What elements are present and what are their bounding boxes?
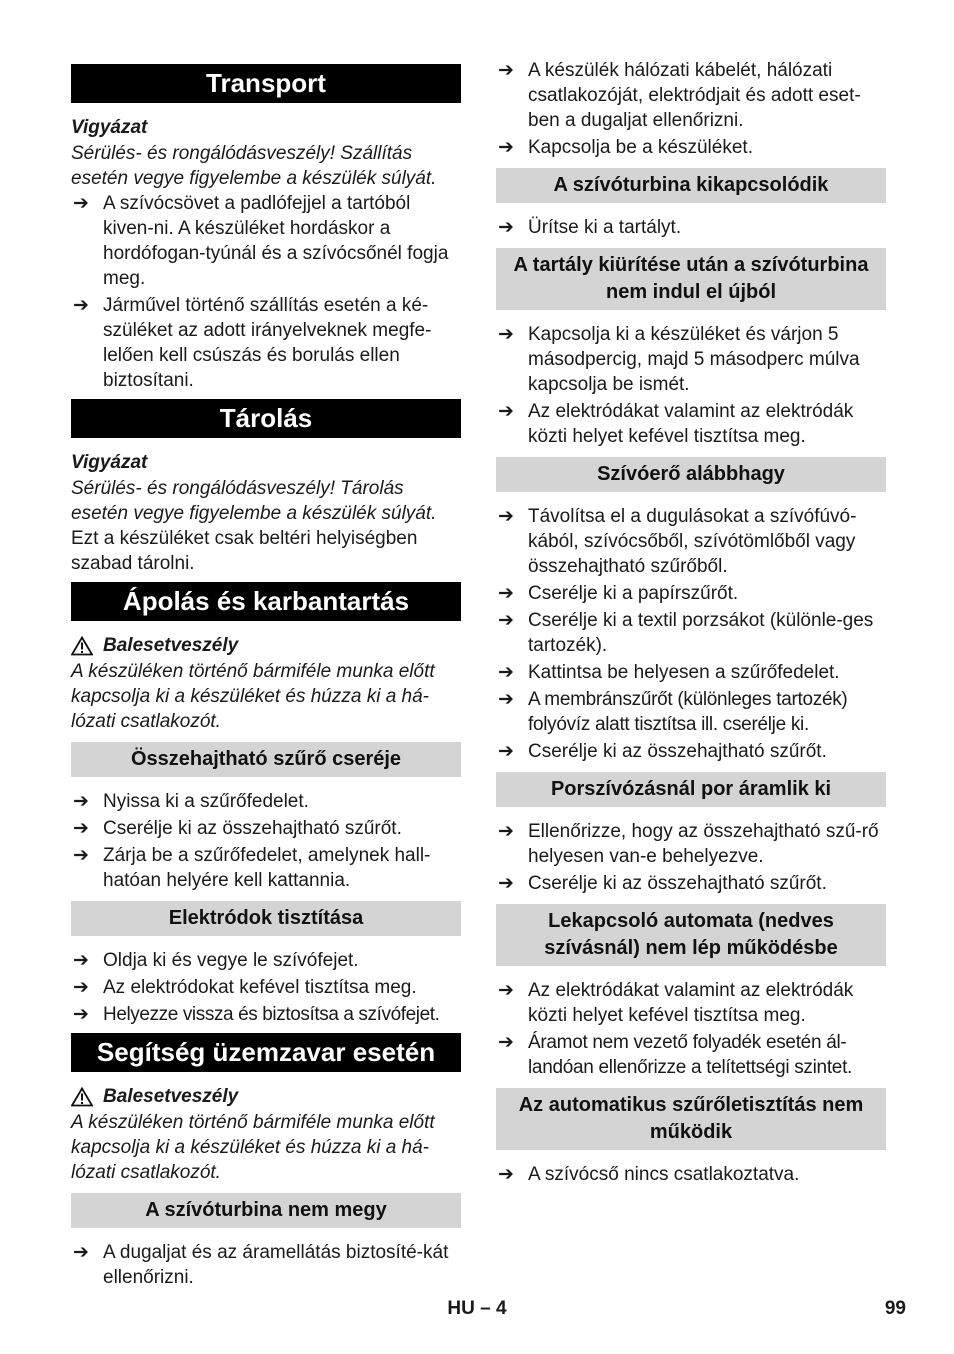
danger-label: Balesetveszély	[71, 633, 461, 659]
list-item: ➔ Kapcsolja be a készüléket.	[498, 137, 753, 158]
storage-text: Ezt a készüléket csak beltéri helyiségben szabad tárolni.	[71, 528, 418, 574]
turbine-list	[71, 1240, 461, 1290]
danger-text: A készüléken történő bármiféle munka előtt kapcsolja ki a készüléket és húzza ki a há-lózati csatlakozót.	[71, 1112, 435, 1183]
section-list	[496, 978, 886, 1080]
heading-turbine-fails: A szívóturbina nem megy	[71, 1193, 461, 1228]
arrow-right-icon: ➔	[498, 217, 514, 238]
heading-turbine-no-restart: A tartály kiürítése után a szívóturbina nem indul el újból	[496, 248, 886, 310]
left-column	[71, 58, 461, 1296]
filter-list	[71, 789, 461, 893]
list-item: ➔ Cserélje ki a papírszűrőt.	[498, 583, 739, 604]
arrow-right-icon: ➔	[498, 821, 514, 842]
list-item: ➔ Ürítse ki a tartályt.	[498, 217, 682, 238]
arrow-right-icon: ➔	[498, 980, 514, 1001]
arrow-right-icon: ➔	[498, 741, 514, 762]
list-item: ➔ Az elektródokat kefével tisztítsa meg.	[73, 977, 417, 998]
right-column	[496, 58, 886, 1193]
continued-list	[496, 58, 886, 160]
list-item: ➔ Ellenőrizze, hogy az összehajtható szű-rő helyesen van-e behelyezve.	[498, 821, 879, 867]
arrow-right-icon: ➔	[498, 401, 514, 422]
warning-triangle-icon	[71, 1087, 93, 1107]
list-item: ➔ A dugaljat és az áramellátás biztosíté-kát ellenőrizni.	[73, 1242, 449, 1288]
heading-dust-escapes: Porszívózásnál por áramlik ki	[496, 772, 886, 807]
list-item: ➔ Áramot nem vezető folyadék esetén ál-landóan ellenőrizze a telítettségi szintet.	[498, 1032, 853, 1078]
arrow-right-icon: ➔	[498, 610, 514, 631]
arrow-right-icon: ➔	[498, 1164, 514, 1185]
arrow-right-icon: ➔	[498, 583, 514, 604]
arrow-right-icon: ➔	[498, 137, 514, 158]
section-list	[496, 1162, 886, 1187]
caution-text: Sérülés- és rongálódásveszély! Tárolás esetén vegye figyelembe a készülék súlyát.	[71, 478, 437, 524]
danger-text: A készüléken történő bármiféle munka előtt kapcsolja ki a készüléket és húzza ki a há-lózati csatlakozót.	[71, 661, 435, 732]
heading-filter-replace: Összehajtható szűrő cseréje	[71, 742, 461, 777]
arrow-right-icon: ➔	[498, 506, 514, 527]
heading-storage: Tárolás	[71, 399, 461, 438]
list-item: ➔ Zárja be a szűrőfedelet, amelynek hall-hatóan helyére kell kattannia.	[73, 845, 431, 891]
heading-auto-filter-clean: Az automatikus szűrőletisztítás nem működik	[496, 1088, 886, 1150]
list-item: ➔ Cserélje ki az összehajtható szűrőt.	[73, 818, 402, 839]
arrow-right-icon: ➔	[73, 977, 89, 998]
list-item: ➔ A készülék hálózati kábelét, hálózati csatlakozóját, elektródjait és adott eset-ben a dugaljat ellenőrizni.	[498, 60, 861, 131]
danger-label: Balesetveszély	[71, 1084, 461, 1110]
arrow-right-icon: ➔	[498, 1032, 514, 1053]
heading-troubleshooting: Segítség üzemzavar esetén	[71, 1033, 461, 1072]
list-item: ➔ Járművel történő szállítás esetén a ké-szüléket az adott irányelveknek megfe-lelően kell csúszás és borulás ellen biztosítani.	[73, 295, 432, 391]
arrow-right-icon: ➔	[498, 324, 514, 345]
list-item: ➔ Helyezze vissza és biztosítsa a szívófejet.	[73, 1004, 440, 1025]
transport-list	[71, 191, 461, 393]
caution-label: Vigyázat	[71, 452, 148, 473]
list-item: ➔ Cserélje ki a textil porzsákot (különle-ges tartozék).	[498, 610, 874, 656]
arrow-right-icon: ➔	[498, 689, 514, 710]
electrodes-list	[71, 948, 461, 1027]
caution-text: Sérülés- és rongálódásveszély! Szállítás esetén vegye figyelembe a készülék súlyát.	[71, 143, 437, 189]
list-item: ➔ Távolítsa el a dugulásokat a szívófúvó-kából, szívócsőből, szívótömlőből vagy összehajtható szűrőből.	[498, 506, 857, 577]
heading-electrodes: Elektródok tisztítása	[71, 901, 461, 936]
heading-auto-shutoff: Lekapcsoló automata (nedves szívásnál) nem lép működésbe	[496, 904, 886, 966]
list-item: ➔ Kattintsa be helyesen a szűrőfedelet.	[498, 662, 840, 683]
arrow-right-icon: ➔	[73, 950, 89, 971]
section-list	[496, 819, 886, 896]
arrow-right-icon: ➔	[73, 818, 89, 839]
arrow-right-icon: ➔	[498, 60, 514, 81]
list-item: ➔ Cserélje ki az összehajtható szűrőt.	[498, 873, 827, 894]
section-list	[496, 504, 886, 764]
heading-suction-drops: Szívóerő alábbhagy	[496, 457, 886, 492]
list-item: ➔ A membránszűrőt (különleges tartozék) folyóvíz alatt tisztítsa ill. cserélje ki.	[498, 689, 848, 735]
section-list	[496, 322, 886, 449]
arrow-right-icon: ➔	[73, 1004, 89, 1025]
arrow-right-icon: ➔	[73, 193, 89, 214]
footer-label: HU – 4	[447, 1298, 507, 1319]
list-item: ➔ Oldja ki és vegye le szívófejet.	[73, 950, 359, 971]
warning-triangle-icon	[71, 636, 93, 656]
page-number: 99	[884, 1298, 906, 1319]
list-item: ➔ Nyissa ki a szűrőfedelet.	[73, 791, 309, 812]
arrow-right-icon: ➔	[498, 873, 514, 894]
list-item: ➔ Az elektródákat valamint az elektródák közti helyet kefével tisztítsa meg.	[498, 980, 854, 1026]
arrow-right-icon: ➔	[498, 662, 514, 683]
heading-transport: Transport	[71, 64, 461, 103]
arrow-right-icon: ➔	[73, 1242, 89, 1263]
arrow-right-icon: ➔	[73, 845, 89, 866]
heading-maintenance: Ápolás és karbantartás	[71, 582, 461, 621]
list-item: ➔ Az elektródákat valamint az elektródák közti helyet kefével tisztítsa meg.	[498, 401, 854, 447]
arrow-right-icon: ➔	[73, 295, 89, 316]
list-item: ➔ A szívócső nincs csatlakoztatva.	[498, 1164, 800, 1185]
caution-label: Vigyázat	[71, 117, 148, 138]
list-item: ➔ Kapcsolja ki a készüléket és várjon 5 másodpercig, majd 5 másodperc múlva kapcsolja be ismét.	[498, 324, 860, 395]
list-item: ➔ Cserélje ki az összehajtható szűrőt.	[498, 741, 827, 762]
section-list	[496, 215, 886, 240]
arrow-right-icon: ➔	[73, 791, 89, 812]
list-item: ➔ A szívócsövet a padlófejjel a tartóból kiven-ni. A készüléket hordáskor a hordófogan-tyúnál és a szívócsőnél fogja meg.	[73, 193, 449, 289]
heading-turbine-off: A szívóturbina kikapcsolódik	[496, 168, 886, 203]
